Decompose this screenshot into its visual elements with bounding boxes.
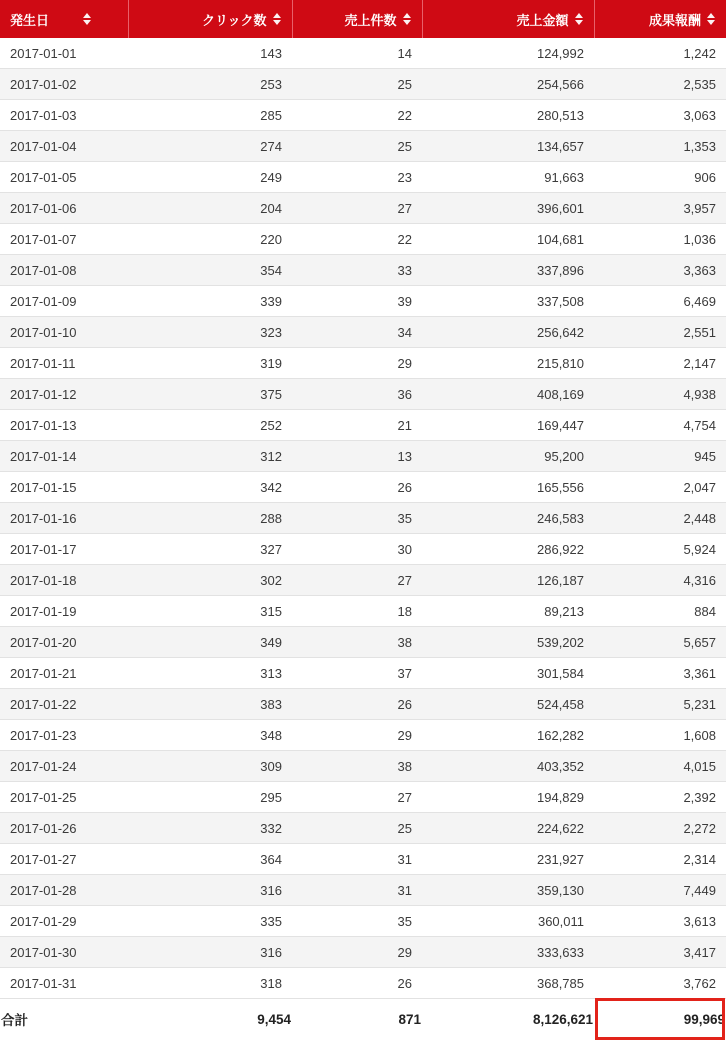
cell-date: 2017-01-11 <box>0 348 128 379</box>
table-body <box>0 38 726 999</box>
cell-sales-count: 25 <box>292 69 422 100</box>
cell-sales-count: 21 <box>292 410 422 441</box>
cell-sales-count: 22 <box>292 224 422 255</box>
table-row <box>0 782 726 813</box>
cell-clicks: 313 <box>128 658 292 689</box>
cell-sales-count: 31 <box>292 844 422 875</box>
cell-sales-count: 25 <box>292 813 422 844</box>
cell-date: 2017-01-15 <box>0 472 128 503</box>
total-reward-value: 99,969 <box>683 1011 725 1027</box>
cell-date: 2017-01-21 <box>0 658 128 689</box>
cell-clicks: 323 <box>128 317 292 348</box>
cell-clicks: 318 <box>128 968 292 999</box>
cell-sales-count: 26 <box>292 472 422 503</box>
cell-sales-amount: 89,213 <box>422 596 594 627</box>
cell-sales-count: 25 <box>292 131 422 162</box>
cell-reward: 4,015 <box>594 751 726 782</box>
cell-reward: 1,608 <box>594 720 726 751</box>
table-row <box>0 720 726 751</box>
cell-sales-amount: 256,642 <box>422 317 594 348</box>
cell-sales-amount: 91,663 <box>422 162 594 193</box>
column-header-date-label: 発生日 <box>10 12 50 28</box>
cell-reward: 1,353 <box>594 131 726 162</box>
cell-date: 2017-01-19 <box>0 596 128 627</box>
table-row <box>0 813 726 844</box>
column-header-sales-amount-label: 売上金額 <box>516 12 569 28</box>
table-row <box>0 906 726 937</box>
cell-reward: 5,657 <box>594 627 726 658</box>
cell-reward: 2,551 <box>594 317 726 348</box>
column-header-reward-label: 成果報酬 <box>648 12 701 28</box>
cell-sales-count: 38 <box>292 751 422 782</box>
cell-sales-amount: 126,187 <box>422 565 594 596</box>
cell-sales-amount: 224,622 <box>422 813 594 844</box>
table-row <box>0 100 726 131</box>
cell-clicks: 348 <box>128 720 292 751</box>
table-row <box>0 627 726 658</box>
total-row <box>0 999 726 1040</box>
cell-sales-amount: 95,200 <box>422 441 594 472</box>
table-row <box>0 255 726 286</box>
cell-reward: 4,754 <box>594 410 726 441</box>
cell-sales-amount: 165,556 <box>422 472 594 503</box>
cell-date: 2017-01-20 <box>0 627 128 658</box>
column-header-reward[interactable] <box>594 0 726 38</box>
cell-date: 2017-01-05 <box>0 162 128 193</box>
cell-date: 2017-01-02 <box>0 69 128 100</box>
cell-clicks: 375 <box>128 379 292 410</box>
cell-date: 2017-01-14 <box>0 441 128 472</box>
table-row <box>0 131 726 162</box>
cell-clicks: 274 <box>128 131 292 162</box>
cell-date: 2017-01-13 <box>0 410 128 441</box>
table-row <box>0 534 726 565</box>
cell-sales-count: 27 <box>292 782 422 813</box>
table-row <box>0 224 726 255</box>
table-row <box>0 472 726 503</box>
cell-date: 2017-01-18 <box>0 565 128 596</box>
cell-clicks: 143 <box>128 38 292 69</box>
cell-sales-count: 26 <box>292 689 422 720</box>
cell-clicks: 349 <box>128 627 292 658</box>
cell-clicks: 335 <box>128 906 292 937</box>
cell-clicks: 204 <box>128 193 292 224</box>
cell-sales-count: 36 <box>292 379 422 410</box>
cell-clicks: 332 <box>128 813 292 844</box>
column-header-clicks[interactable] <box>128 0 292 38</box>
cell-date: 2017-01-27 <box>0 844 128 875</box>
cell-clicks: 220 <box>128 224 292 255</box>
cell-clicks: 285 <box>128 100 292 131</box>
cell-sales-count: 14 <box>292 38 422 69</box>
cell-date: 2017-01-09 <box>0 286 128 317</box>
cell-reward: 2,047 <box>594 472 726 503</box>
total-reward <box>594 999 726 1040</box>
cell-reward: 4,938 <box>594 379 726 410</box>
cell-clicks: 319 <box>128 348 292 379</box>
cell-date: 2017-01-28 <box>0 875 128 906</box>
cell-sales-count: 34 <box>292 317 422 348</box>
cell-sales-count: 23 <box>292 162 422 193</box>
total-sales-count: 871 <box>292 999 422 1040</box>
cell-reward: 5,231 <box>594 689 726 720</box>
cell-sales-amount: 333,633 <box>422 937 594 968</box>
total-sales-amount: 8,126,621 <box>422 999 594 1040</box>
cell-sales-amount: 539,202 <box>422 627 594 658</box>
cell-date: 2017-01-16 <box>0 503 128 534</box>
cell-reward: 3,063 <box>594 100 726 131</box>
cell-sales-amount: 124,992 <box>422 38 594 69</box>
cell-sales-count: 30 <box>292 534 422 565</box>
cell-date: 2017-01-04 <box>0 131 128 162</box>
table-row <box>0 162 726 193</box>
total-clicks: 9,454 <box>128 999 292 1040</box>
table-row <box>0 410 726 441</box>
table-header-row <box>0 0 726 38</box>
cell-sales-count: 26 <box>292 968 422 999</box>
cell-sales-count: 27 <box>292 193 422 224</box>
table-row <box>0 317 726 348</box>
cell-clicks: 383 <box>128 689 292 720</box>
sort-updown-icon[interactable] <box>83 12 92 26</box>
cell-reward: 3,361 <box>594 658 726 689</box>
cell-sales-amount: 246,583 <box>422 503 594 534</box>
cell-sales-amount: 337,508 <box>422 286 594 317</box>
cell-sales-count: 29 <box>292 348 422 379</box>
cell-clicks: 364 <box>128 844 292 875</box>
cell-date: 2017-01-25 <box>0 782 128 813</box>
cell-sales-count: 35 <box>292 503 422 534</box>
cell-reward: 2,147 <box>594 348 726 379</box>
table-row <box>0 751 726 782</box>
cell-date: 2017-01-30 <box>0 937 128 968</box>
cell-sales-amount: 231,927 <box>422 844 594 875</box>
cell-reward: 1,242 <box>594 38 726 69</box>
cell-date: 2017-01-26 <box>0 813 128 844</box>
table-row <box>0 875 726 906</box>
cell-clicks: 312 <box>128 441 292 472</box>
cell-sales-count: 13 <box>292 441 422 472</box>
table-row <box>0 844 726 875</box>
column-header-date[interactable] <box>0 0 128 38</box>
cell-date: 2017-01-23 <box>0 720 128 751</box>
cell-clicks: 302 <box>128 565 292 596</box>
cell-sales-amount: 337,896 <box>422 255 594 286</box>
cell-date: 2017-01-24 <box>0 751 128 782</box>
cell-date: 2017-01-06 <box>0 193 128 224</box>
cell-sales-count: 29 <box>292 720 422 751</box>
cell-date: 2017-01-08 <box>0 255 128 286</box>
cell-reward: 906 <box>594 162 726 193</box>
cell-sales-amount: 254,566 <box>422 69 594 100</box>
cell-date: 2017-01-22 <box>0 689 128 720</box>
sort-updown-icon[interactable] <box>403 12 412 26</box>
cell-sales-count: 39 <box>292 286 422 317</box>
cell-clicks: 354 <box>128 255 292 286</box>
cell-sales-count: 38 <box>292 627 422 658</box>
column-header-clicks-label: クリック数 <box>202 12 267 28</box>
table-row <box>0 503 726 534</box>
cell-sales-count: 35 <box>292 906 422 937</box>
cell-clicks: 316 <box>128 875 292 906</box>
sort-updown-icon[interactable] <box>575 12 584 26</box>
cell-sales-amount: 215,810 <box>422 348 594 379</box>
cell-clicks: 339 <box>128 286 292 317</box>
cell-sales-amount: 134,657 <box>422 131 594 162</box>
table-row <box>0 565 726 596</box>
cell-reward: 2,535 <box>594 69 726 100</box>
table-row <box>0 193 726 224</box>
table-row <box>0 38 726 69</box>
cell-reward: 2,272 <box>594 813 726 844</box>
cell-sales-amount: 368,785 <box>422 968 594 999</box>
cell-date: 2017-01-03 <box>0 100 128 131</box>
cell-reward: 3,363 <box>594 255 726 286</box>
cell-sales-amount: 286,922 <box>422 534 594 565</box>
cell-date: 2017-01-10 <box>0 317 128 348</box>
table-row <box>0 379 726 410</box>
table-footer <box>0 999 726 1040</box>
cell-reward: 2,392 <box>594 782 726 813</box>
cell-reward: 3,417 <box>594 937 726 968</box>
table-row <box>0 441 726 472</box>
cell-sales-amount: 360,011 <box>422 906 594 937</box>
cell-clicks: 315 <box>128 596 292 627</box>
cell-date: 2017-01-07 <box>0 224 128 255</box>
column-header-sales-amount[interactable] <box>422 0 594 38</box>
cell-reward: 3,957 <box>594 193 726 224</box>
cell-date: 2017-01-17 <box>0 534 128 565</box>
cell-sales-amount: 408,169 <box>422 379 594 410</box>
cell-date: 2017-01-29 <box>0 906 128 937</box>
table-row <box>0 937 726 968</box>
cell-reward: 1,036 <box>594 224 726 255</box>
cell-reward: 2,448 <box>594 503 726 534</box>
cell-reward: 4,316 <box>594 565 726 596</box>
cell-reward: 3,613 <box>594 906 726 937</box>
cell-date: 2017-01-01 <box>0 38 128 69</box>
cell-sales-amount: 169,447 <box>422 410 594 441</box>
column-header-sales-count-label: 売上件数 <box>344 12 397 28</box>
cell-reward: 945 <box>594 441 726 472</box>
sort-updown-icon[interactable] <box>273 12 282 26</box>
cell-reward: 5,924 <box>594 534 726 565</box>
cell-sales-amount: 194,829 <box>422 782 594 813</box>
cell-sales-count: 22 <box>292 100 422 131</box>
table-row <box>0 689 726 720</box>
cell-reward: 884 <box>594 596 726 627</box>
table-row <box>0 348 726 379</box>
table-row <box>0 596 726 627</box>
cell-sales-amount: 280,513 <box>422 100 594 131</box>
table-row <box>0 69 726 100</box>
cell-sales-count: 29 <box>292 937 422 968</box>
cell-sales-count: 37 <box>292 658 422 689</box>
table-row <box>0 286 726 317</box>
cell-sales-count: 18 <box>292 596 422 627</box>
table-row <box>0 968 726 999</box>
cell-sales-amount: 403,352 <box>422 751 594 782</box>
table-row <box>0 658 726 689</box>
cell-sales-count: 33 <box>292 255 422 286</box>
cell-date: 2017-01-31 <box>0 968 128 999</box>
cell-date: 2017-01-12 <box>0 379 128 410</box>
cell-sales-count: 31 <box>292 875 422 906</box>
cell-clicks: 253 <box>128 69 292 100</box>
cell-reward: 6,469 <box>594 286 726 317</box>
sort-updown-icon[interactable] <box>707 12 716 26</box>
cell-sales-amount: 301,584 <box>422 658 594 689</box>
cell-clicks: 288 <box>128 503 292 534</box>
column-header-sales-count[interactable] <box>292 0 422 38</box>
cell-sales-amount: 104,681 <box>422 224 594 255</box>
cell-clicks: 309 <box>128 751 292 782</box>
cell-reward: 7,449 <box>594 875 726 906</box>
cell-sales-amount: 162,282 <box>422 720 594 751</box>
total-label: 合計 <box>0 999 128 1040</box>
cell-clicks: 342 <box>128 472 292 503</box>
cell-sales-amount: 396,601 <box>422 193 594 224</box>
table-header <box>0 0 726 38</box>
cell-sales-amount: 524,458 <box>422 689 594 720</box>
cell-clicks: 295 <box>128 782 292 813</box>
cell-sales-amount: 359,130 <box>422 875 594 906</box>
cell-clicks: 327 <box>128 534 292 565</box>
cell-clicks: 249 <box>128 162 292 193</box>
cell-reward: 2,314 <box>594 844 726 875</box>
cell-clicks: 252 <box>128 410 292 441</box>
cell-clicks: 316 <box>128 937 292 968</box>
cell-reward: 3,762 <box>594 968 726 999</box>
cell-sales-count: 27 <box>292 565 422 596</box>
